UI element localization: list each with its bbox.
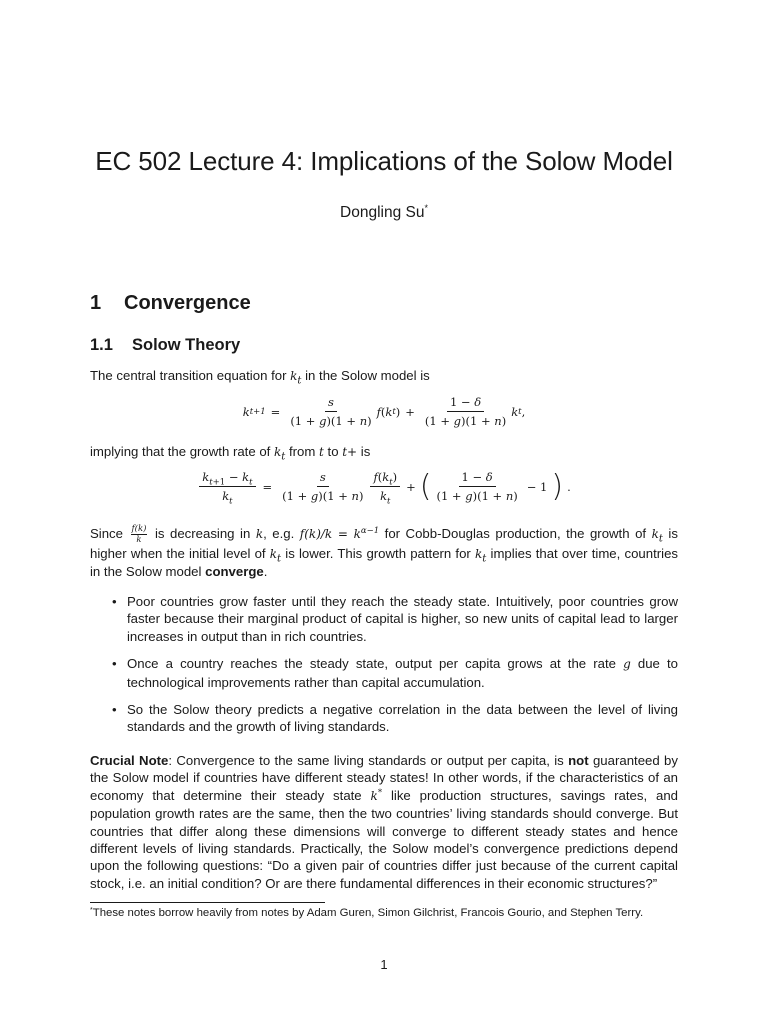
- para2-text-d: is: [360, 444, 371, 459]
- list-item: [112, 701, 678, 736]
- crucial-note-label: Crucial Note: [90, 753, 169, 768]
- equation-growth-rate: $\frac{k_{t+1} - k_t}{k_t}$ = $\frac{s}{(1 + g)(1 + n)}$ $\frac{f(k_t)}{k_t}$ + ( $\frac{1 - \delta}{(1 + g)(1 + n)}$ − 1 ) .: [0, 470, 768, 503]
- math-cobb-douglas: $f(k)/k = k^{\alpha-1}$: [299, 525, 380, 541]
- paragraph-since: [90, 524, 678, 581]
- bullet-text: Poor countries grow faster until they reach the steady state. Intuitively, poor countries grow faster because their marginal product of capital is higher, so new units of capital lead to larger increases in output than in rich countries.: [127, 594, 678, 644]
- paragraph-crucial-note: [90, 752, 678, 892]
- para1-text-a: The central transition equation for: [90, 368, 287, 383]
- bullet-list: [112, 593, 678, 736]
- subsection-heading: [90, 336, 240, 355]
- math-kt: $k_t$: [274, 445, 286, 463]
- note-text-1: : Convergence to the same living standards or output per capita, is: [168, 753, 564, 768]
- bullet-text-pre: Once a country reaches the steady state, output per capita grows at the rate: [127, 656, 616, 672]
- math-fk-over-k: $\frac{f(k)}{k}$: [131, 524, 147, 545]
- author-line: [0, 204, 768, 222]
- subsection-title: Solow Theory: [132, 336, 241, 354]
- equation-transition: k t+1 = $\frac{s}{(1 + g)(1 + n)}$ f ( k t ) + $\frac{1 - \delta}{(1 + g)(1 + n)}$ k t ,: [242, 395, 526, 428]
- footnote-text: These notes borrow heavily from notes by Adam Guren, Simon Gilchrist, Francois Gourio, and Stephen Terry.: [92, 907, 644, 919]
- footnote-rule: [90, 902, 325, 903]
- bullet-icon: •: [112, 594, 117, 609]
- math-kt: $k_t$: [269, 547, 282, 565]
- page-number: 1: [380, 957, 388, 972]
- bullet-icon: •: [112, 656, 117, 672]
- footnote-mark: *: [90, 907, 93, 914]
- para2-text-a: implying that the growth rate of: [90, 444, 271, 459]
- math-t-plus: t+: [342, 445, 358, 459]
- subsection-number: 1.1: [90, 336, 113, 354]
- paragraph-growth: [90, 443, 678, 461]
- math-kt: $k_t$: [290, 369, 302, 387]
- para3-text-4: is higher when the initial level of: [90, 525, 678, 561]
- note-text-3: like production structures, savings rates, and population growth rates are the same, then the two countries’ living standards should converge. But countries that differ along these dimensions will converge to different steady states and hence different levels of living standards. Practically, the Solow model’s convergence predictions depend upon the following questions: “Do a given pair of countries differ just because of the current capital stock, i.e. an initial condition? Or are there fundamental differences in their economic structures?”: [90, 787, 678, 891]
- paragraph-transition: [90, 367, 678, 385]
- para3-text-2: , e.g.: [263, 525, 295, 541]
- para1-text-b: in the Solow model is: [305, 368, 430, 383]
- author-footnote-mark: *: [424, 203, 428, 213]
- bullet-text: So the Solow theory predicts a negative correlation in the data between the level of living standards and the growth of living standards.: [127, 702, 678, 735]
- list-item: [112, 655, 678, 691]
- para3-text-1: is decreasing in: [154, 525, 251, 541]
- para3-text-5: is lower. This growth pattern for: [285, 546, 471, 561]
- bullet-text-post: due to technological improvements rather than capital accumulation.: [127, 656, 678, 690]
- bold-converge: converge: [205, 564, 264, 580]
- list-item: [112, 593, 678, 645]
- math-t: t: [319, 445, 324, 459]
- math-k-star: k*: [370, 787, 383, 803]
- para3-text-7: countries in the Solow model: [90, 546, 679, 580]
- math-kt: $k_t$: [475, 547, 487, 565]
- footnote: [90, 906, 678, 921]
- note-text-2: guaranteed by the Solow model if countries have different steady states! In other words, if the characteristics of an economy that determine their steady state: [90, 753, 678, 803]
- bullet-icon: •: [112, 702, 117, 718]
- author-name: Dongling Su: [340, 204, 425, 221]
- para2-text-b: from: [288, 444, 316, 459]
- para3-end: .: [263, 564, 268, 580]
- para2-text-c: to: [327, 444, 339, 459]
- math-kt: $k_t$: [651, 526, 663, 545]
- para3-text-3: for Cobb-Douglas production, the growth of: [384, 525, 647, 541]
- section-heading: [90, 292, 251, 315]
- math-g: g: [623, 657, 631, 672]
- section-title: Convergence: [124, 292, 251, 314]
- section-number: 1: [90, 292, 102, 314]
- math-k: k: [255, 526, 264, 541]
- para3-since: Since: [90, 525, 123, 541]
- para3-text-6: implies that over time,: [490, 546, 621, 561]
- bold-not: not: [568, 753, 589, 768]
- page-title: EC 502 Lecture 4: Implications of the Solow Model: [95, 146, 673, 176]
